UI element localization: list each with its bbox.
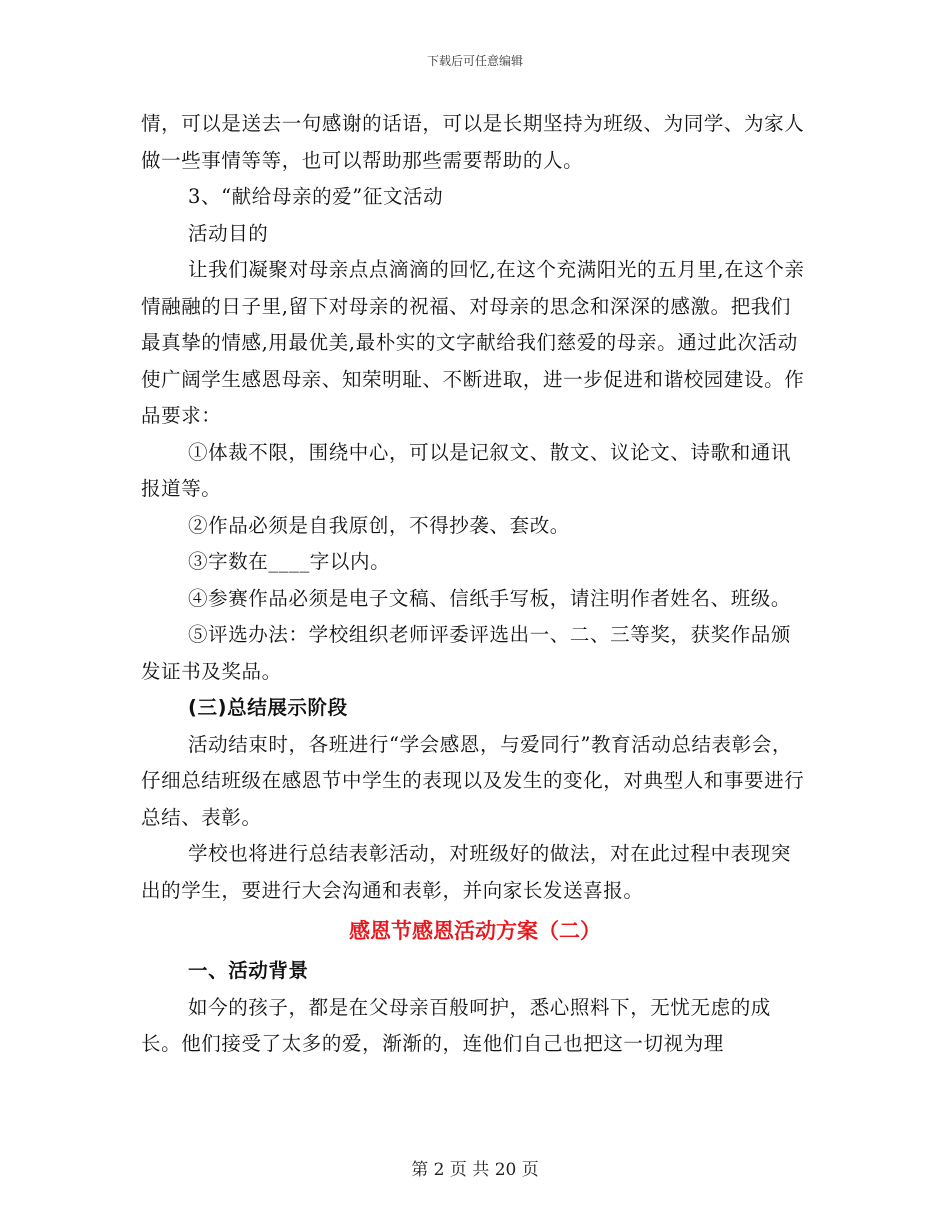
requirement-item-2: ②作品必须是自我原创，不得抄袭、套改。 — [188, 513, 570, 537]
section-heading-background: 一、活动背景 — [188, 959, 309, 982]
paragraph-continuation: 情，可以是送去一句感谢的话语，可以是长期坚持为班级、为同学、为家人做一些事情等等，也可以帮助那些需要帮助的人。 — [141, 112, 805, 172]
subheading-activity-purpose: 活动目的 — [188, 221, 269, 245]
requirement-item-1: ①体裁不限，围绕中心，可以是记叙文、散文、议论文、诗歌和通讯报道等。 — [141, 440, 792, 500]
paragraph-summary-class: 活动结束时，各班进行“学会感恩，与爱同行”教育活动总结表彰会，仔细总结班级在感恩节中学生的表现以及发生的变化，对典型人和事要进行总结、表彰。 — [141, 732, 805, 829]
paragraph-summary-school: 学校也将进行总结表彰活动，对班级好的做法，对在此过程中表现突出的学生，要进行大会沟通和表彰，并向家长发送喜报。 — [141, 842, 792, 902]
page-header: 下载后可任意编辑 — [426, 54, 523, 68]
requirement-item-3: ③字数在____字以内。 — [188, 550, 391, 573]
paragraph-background: 如今的孩子，都是在父母亲百般呵护，悉心照料下，无忧无虑的成长。他们接受了太多的爱，渐渐的，连他们自己也把这一切视为理 — [141, 995, 771, 1055]
section-heading-summary-stage: (三)总结展示阶段 — [188, 696, 348, 719]
document-title: 感恩节感恩活动方案（二） — [349, 919, 601, 943]
requirement-item-4: ④参赛作品必须是电子文稿、信纸手写板，请注明作者姓名、班级。 — [188, 586, 792, 610]
document-body — [141, 106, 809, 1063]
requirement-item-5: ⑤评选办法：学校组织老师评委评选出一、二、三等奖，获奖作品颁发证书及奖品。 — [141, 623, 792, 683]
paragraph-purpose: 让我们凝聚对母亲点点滴滴的回忆,在这个充满阳光的五月里,在这个亲情融融的日子里,留下对母亲的祝福、对母亲的思念和深深的感激。把我们最真挚的情感,用最优美,最朴实的文字献给我们慈爱的母亲。通过此次活动使广阔学生感恩母亲、知荣明耻、不断进取，进一步促进和谐校园建设。作品要求： — [141, 258, 805, 427]
page-footer: 第 2 页 共 20 页 — [411, 1160, 539, 1180]
section-heading-essay-activity: 3、“献给母亲的爱”征文活动 — [188, 185, 444, 208]
